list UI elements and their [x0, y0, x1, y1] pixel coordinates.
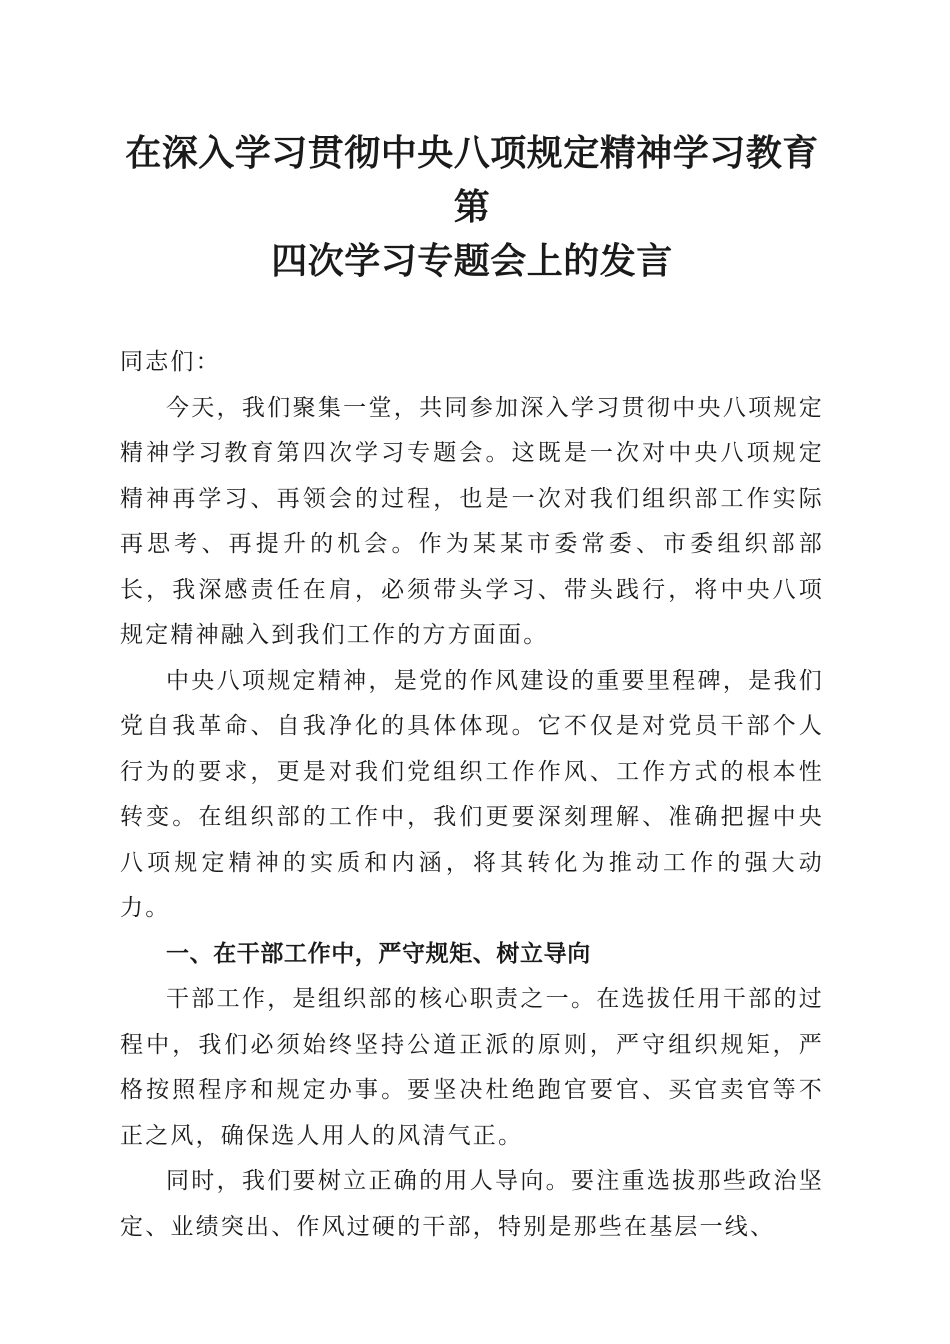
title-line-1: 在深入学习贯彻中央八项规定精神学习教育第	[125, 132, 819, 228]
salutation: 同志们：	[120, 349, 221, 375]
title-line-2: 四次学习专题会上的发言	[271, 240, 673, 282]
section-heading-1: 一、在干部工作中，严守规矩、树立导向	[166, 940, 591, 967]
document-title	[120, 126, 824, 288]
paragraph-spirit: 中央八项规定精神，是党的作风建设的重要里程碑，是我们党自我革命、自我净化的具体体现。它不仅是对党员干部个人行为的要求，更是对我们党组织工作作风、工作方式的根本性转变。在组织部的工作中，我们更要深刻理解、准确把握中央八项规定精神的实质和内涵，将其转化为推动工作的强大动力。	[120, 667, 824, 921]
document-page	[120, 126, 824, 1250]
paragraph-cadre-work: 干部工作，是组织部的核心职责之一。在选拔任用干部的过程中，我们必须始终坚持公道正派的原则，严守组织规矩，严格按照程序和规定办事。要坚决杜绝跑官要官、买官卖官等不正之风，确保选人用人的风清气正。	[120, 986, 824, 1149]
paragraph-intro: 今天，我们聚集一堂，共同参加深入学习贯彻中央八项规定精神学习教育第四次学习专题会。这既是一次对中央八项规定精神再学习、再领会的过程，也是一次对我们组织部工作实际再思考、再提升的机会。作为某某市委常委、市委组织部部长，我深感责任在肩，必须带头学习、带头践行，将中央八项规定精神融入到我们工作的方方面面。	[120, 394, 824, 648]
paragraph-guidance: 同时，我们要树立正确的用人导向。要注重选拔那些政治坚定、业绩突出、作风过硬的干部，特别是那些在基层一线、	[120, 1168, 824, 1240]
